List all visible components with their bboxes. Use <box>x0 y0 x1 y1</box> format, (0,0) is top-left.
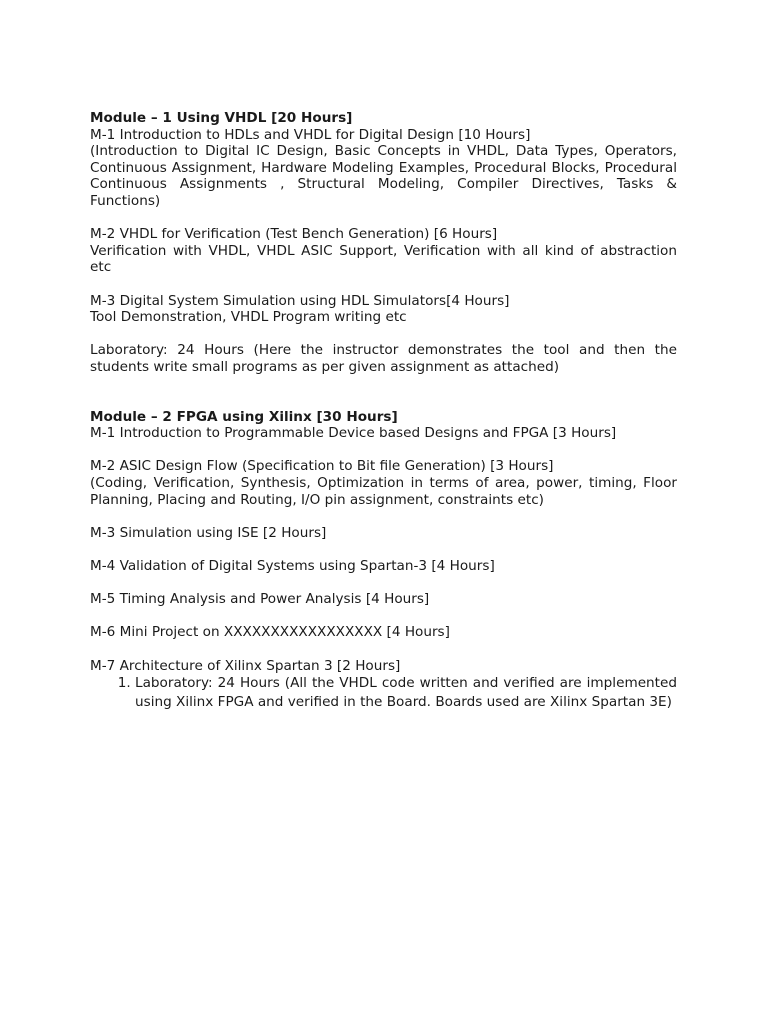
module-1-m1-description: (Introduction to Digital IC Design, Basic Concepts in VHDL, Data Types, Operators, Continuous Assignment, Hardware Modeling Examples, Procedural Blocks, Procedural Continuous Assignments , Structural Modeling, Compiler Directives, Tasks & Functions) <box>90 143 677 209</box>
spacer <box>90 276 677 293</box>
module-1-m3-description: Tool Demonstration, VHDL Program writing etc <box>90 309 407 326</box>
module-1-laboratory: Laboratory: 24 Hours (Here the instructor demonstrates the tool and then the students write small programs as per given assignment as attached) <box>90 342 677 375</box>
spacer <box>90 608 677 625</box>
spacer <box>90 641 677 658</box>
spacer <box>90 508 677 525</box>
module-2-section <box>90 409 677 712</box>
module-2-m6-title: M-6 Mini Project on XXXXXXXXXXXXXXXXX [4 Hours] <box>90 624 450 641</box>
spacer <box>90 376 677 409</box>
module-1-m2-title: M-2 VHDL for Verification (Test Bench Generation) [6 Hours] <box>90 226 498 243</box>
module-2-m2-description: (Coding, Verification, Synthesis, Optimization in terms of area, power, timing, Floor Planning, Placing and Routing, I/O pin assignment, constraints etc) <box>90 475 677 508</box>
module-2-m5-title: M-5 Timing Analysis and Power Analysis [4 Hours] <box>90 591 430 608</box>
spacer <box>90 326 677 343</box>
module-2-m1-title: M-1 Introduction to Programmable Device based Designs and FPGA [3 Hours] <box>90 425 617 442</box>
module-2-laboratory-list <box>90 674 677 711</box>
document-page <box>90 110 677 711</box>
module-2-m2-title: M-2 ASIC Design Flow (Specification to Bit file Generation) [3 Hours] <box>90 458 554 475</box>
module-1-section <box>90 110 677 376</box>
module-1-m1-title: M-1 Introduction to HDLs and VHDL for Digital Design [10 Hours] <box>90 126 531 143</box>
module-1-m2-description: Verification with VHDL, VHDL ASIC Support, Verification with all kind of abstraction etc <box>90 242 677 276</box>
spacer <box>90 575 677 592</box>
module-2-m7-title: M-7 Architecture of Xilinx Spartan 3 [2 Hours] <box>90 657 401 674</box>
module-1-m3-title: M-3 Digital System Simulation using HDL Simulators[4 Hours] <box>90 292 510 309</box>
spacer <box>90 541 677 558</box>
module-2-laboratory-item: 1. Laboratory: 24 Hours (All the VHDL code written and verified are implemented using Xilinx FPGA and verified in the Board. Boards used are Xilinx Spartan 3E) <box>135 674 677 711</box>
module-2-heading: Module – 2 FPGA using Xilinx [30 Hours] <box>90 408 398 425</box>
module-2-m3-title: M-3 Simulation using ISE [2 Hours] <box>90 524 327 541</box>
spacer <box>90 210 677 227</box>
module-2-m4-title: M-4 Validation of Digital Systems using Spartan-3 [4 Hours] <box>90 558 495 575</box>
module-1-heading: Module – 1 Using VHDL [20 Hours] <box>90 110 353 126</box>
spacer <box>90 442 677 459</box>
